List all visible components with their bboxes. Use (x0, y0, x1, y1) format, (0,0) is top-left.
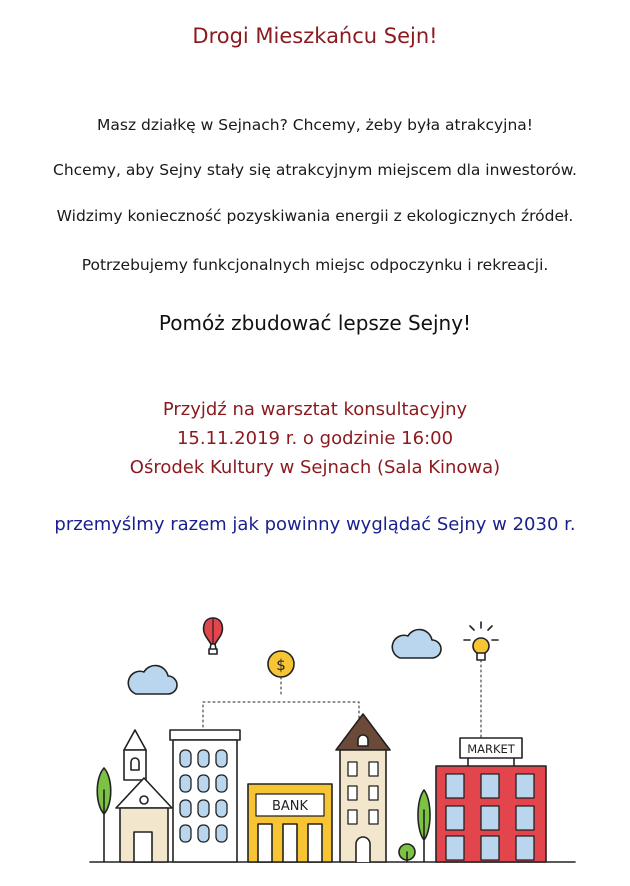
small-house (116, 730, 172, 862)
slogan: Pomóż zbudować lepsze Sejny! (158, 311, 472, 335)
townhouse (336, 714, 390, 862)
tree-icon (399, 844, 415, 862)
bank-building (248, 784, 332, 862)
office-building (170, 730, 240, 862)
invitation-workshop: Przyjdź na warsztat konsultacyjny (162, 399, 468, 420)
dollar-coin-icon (268, 651, 294, 697)
bank-sign: BANK (271, 799, 309, 814)
cloud-icon (392, 630, 441, 658)
tree-icon (418, 790, 430, 862)
page-title: Drogi Mieszkańcu Sejn! (192, 24, 438, 48)
paragraph-investors: Chcemy, aby Sejny stały się atrakcyjnym miejscem dla inwestorów. (53, 161, 577, 179)
paragraph-recreation: Potrzebujemy funkcjonalnych miejsc odpoczynku i rekreacji. (81, 256, 549, 274)
paragraph-plot-question: Masz działkę w Sejnach? Chcemy, żeby była atrakcyjna! (97, 116, 533, 134)
tree-icon (97, 768, 111, 862)
city-illustration (0, 600, 630, 880)
paragraph-ecological-energy: Widzimy konieczność pozyskiwania energii z ekologicznych źródeł. (56, 207, 574, 225)
market-building (436, 738, 546, 862)
svg-text:$: $ (276, 656, 286, 674)
invitation-venue: Ośrodek Kultury w Sejnach (Sala Kinowa) (129, 457, 501, 478)
market-sign: MARKET (467, 742, 515, 756)
connector-line (203, 702, 359, 727)
closing-text: przemyślmy razem jak powinny wyglądać Sejny w 2030 r. (54, 514, 576, 535)
invitation-date: 15.11.2019 r. o godzinie 16:00 (176, 428, 454, 449)
cloud-icon (128, 666, 177, 694)
hot-air-balloon-icon (204, 618, 223, 654)
light-bulb-icon (464, 622, 498, 738)
